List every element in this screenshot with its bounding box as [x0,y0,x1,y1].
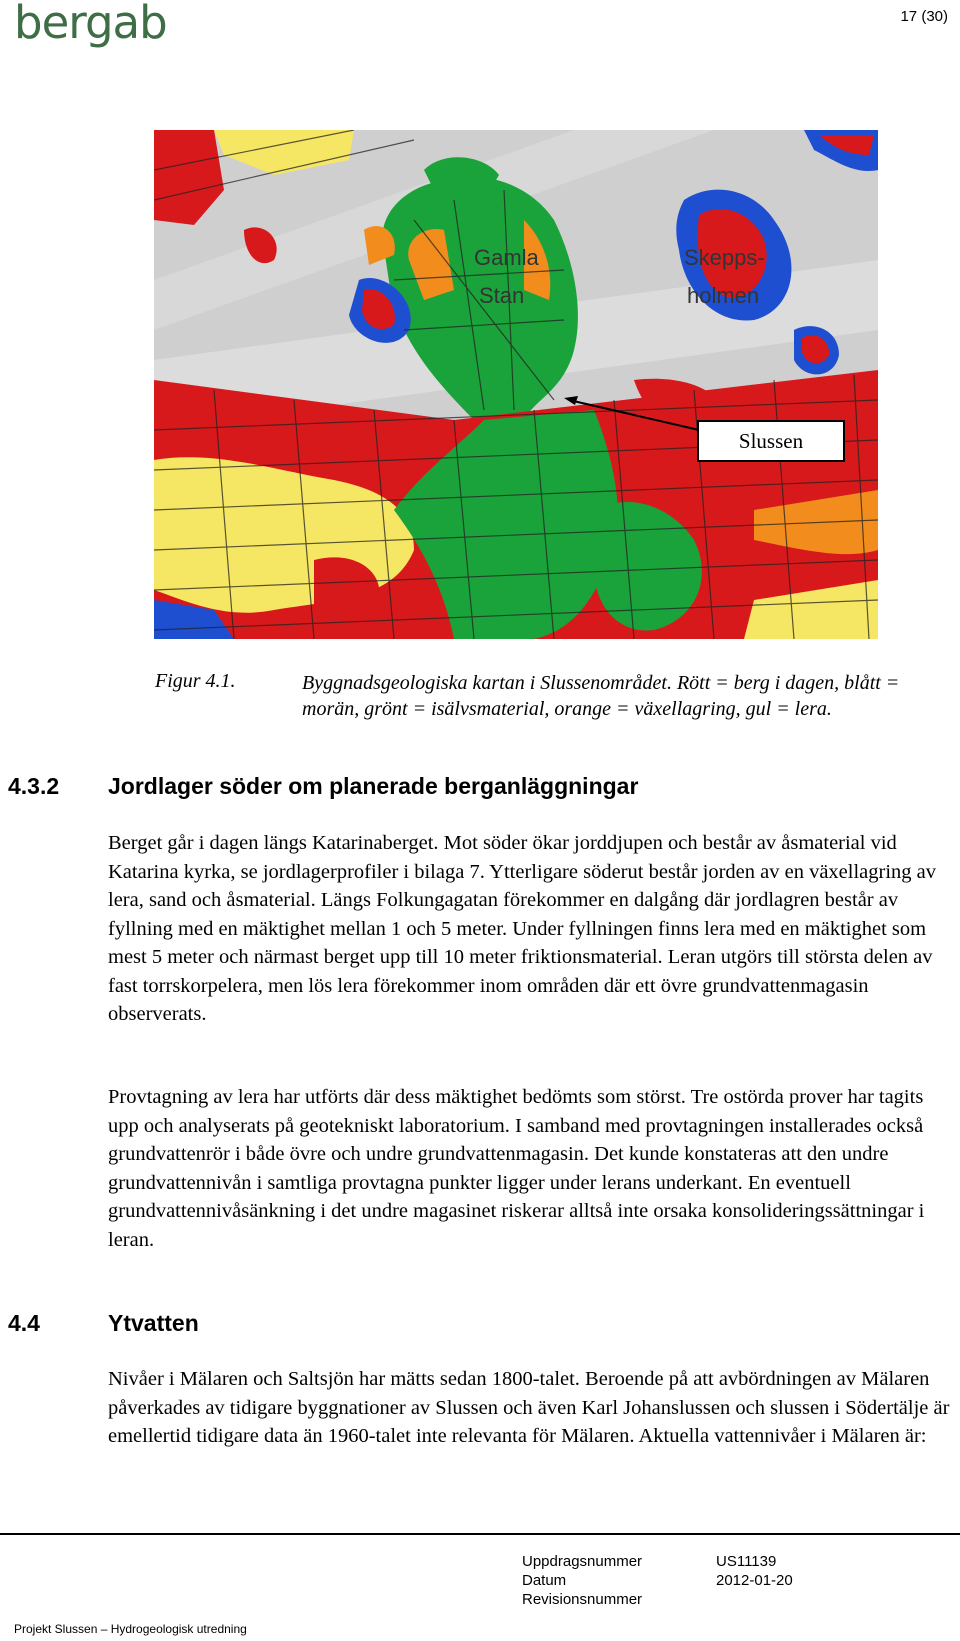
section-title: Jordlager söder om planerade berganläggningar [108,773,639,799]
page-number: 17 (30) [900,8,948,25]
footer-key: Revisionsnummer [522,1591,643,1608]
footer-row [522,1571,793,1590]
section-paragraph: Berget går i dagen längs Katarinaberget. Mot söder ökar jorddjupen och består av åsmaterial vid Katarina kyrka, se jordlagerprofiler i bilaga 7. Ytterligare söderut består jorden av en växellagring av lera, sand och åsmaterial. Längs Folkungagatan förekommer en dalgång där jordlagren består av fyllning med en mäktighet mellan 1 och 5 meter. Under fyllningen finns lera med en mäktighet som mest 5 meter och närmast berget upp till 10 meter friktionsmaterial. Leran utgörs till största delen av fast torrskorpelera, men lös lera förekommer inom områden där ett övre grundvattenmagasin observerats. [108,832,937,1025]
footer-metadata [522,1552,793,1609]
map-label-holmen: holmen [687,283,760,308]
footer-key: Datum [522,1572,567,1589]
footer-project-name: Projekt Slussen – Hydrogeologisk utredning [14,1622,247,1636]
map-graphic [154,130,878,639]
footer-row [522,1552,793,1571]
company-logo: bergab [14,0,167,49]
map-label-gamla: Gamla [474,245,539,270]
footer-row [522,1590,793,1609]
map-label-slussen: Slussen [697,420,845,462]
footer-value: US11139 [716,1553,777,1570]
footer-key: Uppdragsnummer [522,1553,643,1570]
footer-value: 2012-01-20 [716,1572,793,1589]
map-label-stan: Stan [479,283,525,308]
figure-caption-label: Figur 4.1. [155,670,236,692]
section-title: Ytvatten [108,1310,199,1336]
section-number: 4.3.2 [8,773,60,799]
section-number: 4.4 [8,1310,40,1336]
footer-divider [0,1533,960,1535]
map-label-skepps: Skepps- [684,245,765,270]
section-paragraph: Nivåer i Mälaren och Saltsjön har mätts sedan 1800-talet. Beroende på att avbördningen av Mälaren påverkades av tidigare byggnationer av Slussen och även Karl Johanslussen och slussen i Södertälje är emellertid tidigare data än 1960-talet inte relevanta för Mälaren. Aktuella vattennivåer i Mälaren är: [108,1368,950,1447]
figure-caption-text: Byggnadsgeologiska kartan i Slussenområdet. Rött = berg i dagen, blått = morän, grönt = isälvsmaterial, orange = växellagring, gul = lera. [302,672,900,720]
section-paragraph: Provtagning av lera har utförts där dess mäktighet bedömts som störst. Tre ostörda prover har tagits upp och analyserats på geotekniskt laboratorium. I samband med provtagningen installerades också grundvattenrör i både övre och undre grundvattenmagasin. Det kunde konstateras att den undre grundvattennivån i samtliga provtagna punkter ligger under lerans underkant. En eventuell grundvattennivåsänkning i det undre magasinet riskerar alltså inte orsaka konsolideringssättningar i leran. [108,1086,925,1251]
geological-map [154,130,878,639]
